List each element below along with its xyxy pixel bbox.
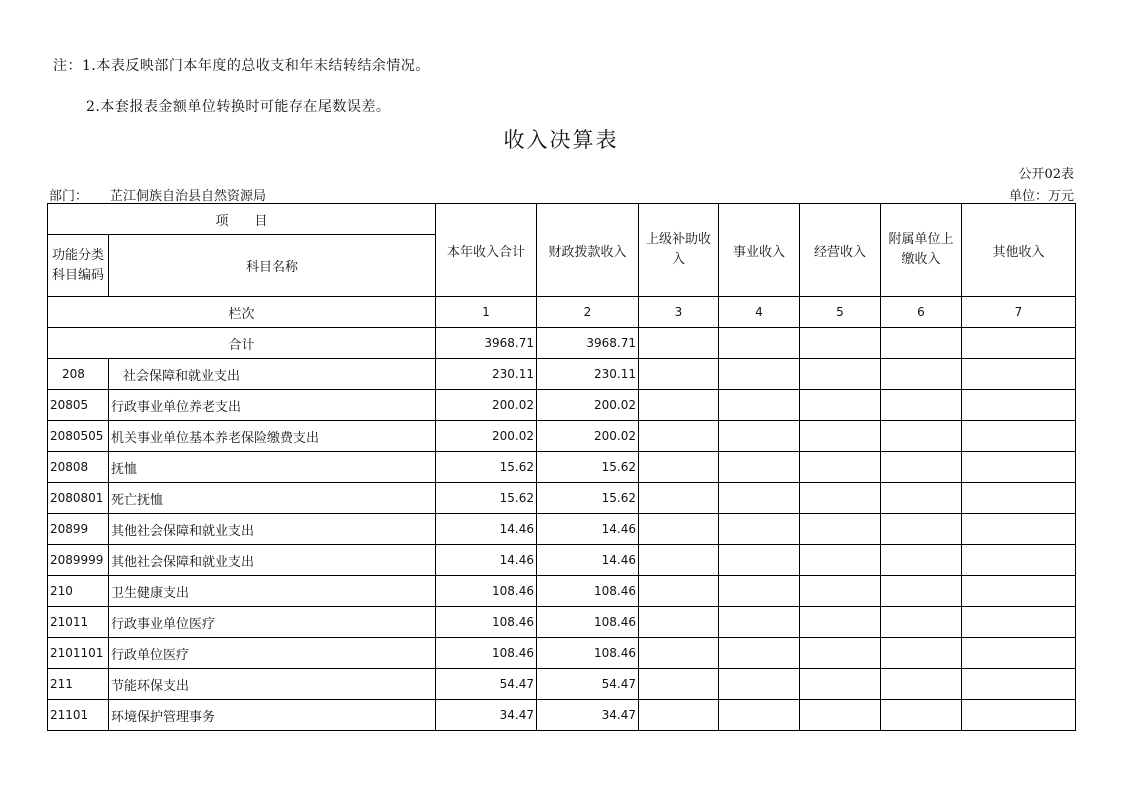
row-code: 2101101 [48, 638, 109, 669]
row-code: 2080505 [48, 421, 109, 452]
row-name: 其他社会保障和就业支出 [109, 514, 436, 545]
row-code: 2080801 [48, 483, 109, 514]
row-c1: 14.46 [436, 545, 537, 576]
table-row [48, 452, 1076, 483]
page-title: 收入决算表 [503, 128, 619, 152]
row-name: 行政事业单位医疗 [109, 607, 436, 638]
row-c2: 54.47 [537, 669, 639, 700]
income-table [47, 203, 1076, 731]
row-c1: 15.62 [436, 483, 537, 514]
row-name: 社会保障和就业支出 [109, 359, 436, 390]
row-c2: 108.46 [537, 607, 639, 638]
row-c1: 14.46 [436, 514, 537, 545]
row-name: 其他社会保障和就业支出 [109, 545, 436, 576]
row-c2: 15.62 [537, 452, 639, 483]
row-name: 死亡抚恤 [109, 483, 436, 514]
row-name: 机关事业单位基本养老保险缴费支出 [109, 421, 436, 452]
lanci-7: 7 [962, 297, 1076, 328]
form-code: 公开02表 [1018, 167, 1074, 182]
row-c1: 15.62 [436, 452, 537, 483]
header-col7: 其他收入 [962, 204, 1076, 297]
unit-label: 单位：万元 [1008, 189, 1074, 204]
row-c2: 15.62 [537, 483, 639, 514]
row-name: 环境保护管理事务 [109, 700, 436, 731]
header-col6: 附属单位上缴收入 [881, 204, 962, 297]
row-c1: 230.11 [436, 359, 537, 390]
row-c2: 108.46 [537, 638, 639, 669]
row-c2: 14.46 [537, 514, 639, 545]
lanci-label: 栏次 [48, 297, 436, 328]
table-row [48, 638, 1076, 669]
row-c2: 34.47 [537, 700, 639, 731]
lanci-1: 1 [436, 297, 537, 328]
row-code: 21101 [48, 700, 109, 731]
row-c1: 34.47 [436, 700, 537, 731]
table-row [48, 700, 1076, 731]
row-c2: 108.46 [537, 576, 639, 607]
header-code: 功能分类科目编码 [48, 235, 109, 297]
total-c2: 3968.71 [537, 328, 639, 359]
row-c2: 230.11 [537, 359, 639, 390]
row-code: 211 [48, 669, 109, 700]
header-name: 科目名称 [109, 235, 436, 297]
dept-name: 芷江侗族自治县自然资源局 [110, 189, 267, 204]
row-code: 20899 [48, 514, 109, 545]
row-code: 208 [48, 359, 109, 390]
row-name: 行政单位医疗 [109, 638, 436, 669]
row-c1: 108.46 [436, 576, 537, 607]
dept-label: 部门： [49, 189, 89, 204]
header-col4: 事业收入 [719, 204, 800, 297]
row-name: 抚恤 [109, 452, 436, 483]
lanci-2: 2 [537, 297, 639, 328]
total-c1: 3968.71 [436, 328, 537, 359]
row-c1: 54.47 [436, 669, 537, 700]
row-name: 行政事业单位养老支出 [109, 390, 436, 421]
row-name: 卫生健康支出 [109, 576, 436, 607]
note-line-2: 2.本套报表金额单位转换时可能存在尾数误差。 [86, 99, 391, 115]
row-c1: 108.46 [436, 638, 537, 669]
row-code: 210 [48, 576, 109, 607]
header-col2: 财政拨款收入 [537, 204, 639, 297]
header-item: 项 目 [48, 204, 436, 235]
row-code: 21011 [48, 607, 109, 638]
row-code: 2089999 [48, 545, 109, 576]
header-col3: 上级补助收入 [639, 204, 719, 297]
header-col5: 经营收入 [800, 204, 881, 297]
table-row [48, 669, 1076, 700]
lanci-3: 3 [639, 297, 719, 328]
note-line-1: 注：1.本表反映部门本年度的总收支和年末结转结余情况。 [53, 58, 430, 74]
lanci-5: 5 [800, 297, 881, 328]
table-row [48, 514, 1076, 545]
row-c1: 200.02 [436, 390, 537, 421]
lanci-6: 6 [881, 297, 962, 328]
lanci-4: 4 [719, 297, 800, 328]
row-name: 节能环保支出 [109, 669, 436, 700]
row-c2: 200.02 [537, 390, 639, 421]
table-row [48, 421, 1076, 452]
row-c2: 14.46 [537, 545, 639, 576]
header-col1: 本年收入合计 [436, 204, 537, 297]
row-code: 20808 [48, 452, 109, 483]
table-row [48, 390, 1076, 421]
row-code: 20805 [48, 390, 109, 421]
table-row [48, 607, 1076, 638]
row-c1: 108.46 [436, 607, 537, 638]
table-row [48, 545, 1076, 576]
row-c2: 200.02 [537, 421, 639, 452]
row-c1: 200.02 [436, 421, 537, 452]
total-row [48, 328, 1076, 359]
total-label: 合计 [48, 328, 436, 359]
table-row [48, 483, 1076, 514]
table-row [48, 576, 1076, 607]
table-row [48, 359, 1076, 390]
